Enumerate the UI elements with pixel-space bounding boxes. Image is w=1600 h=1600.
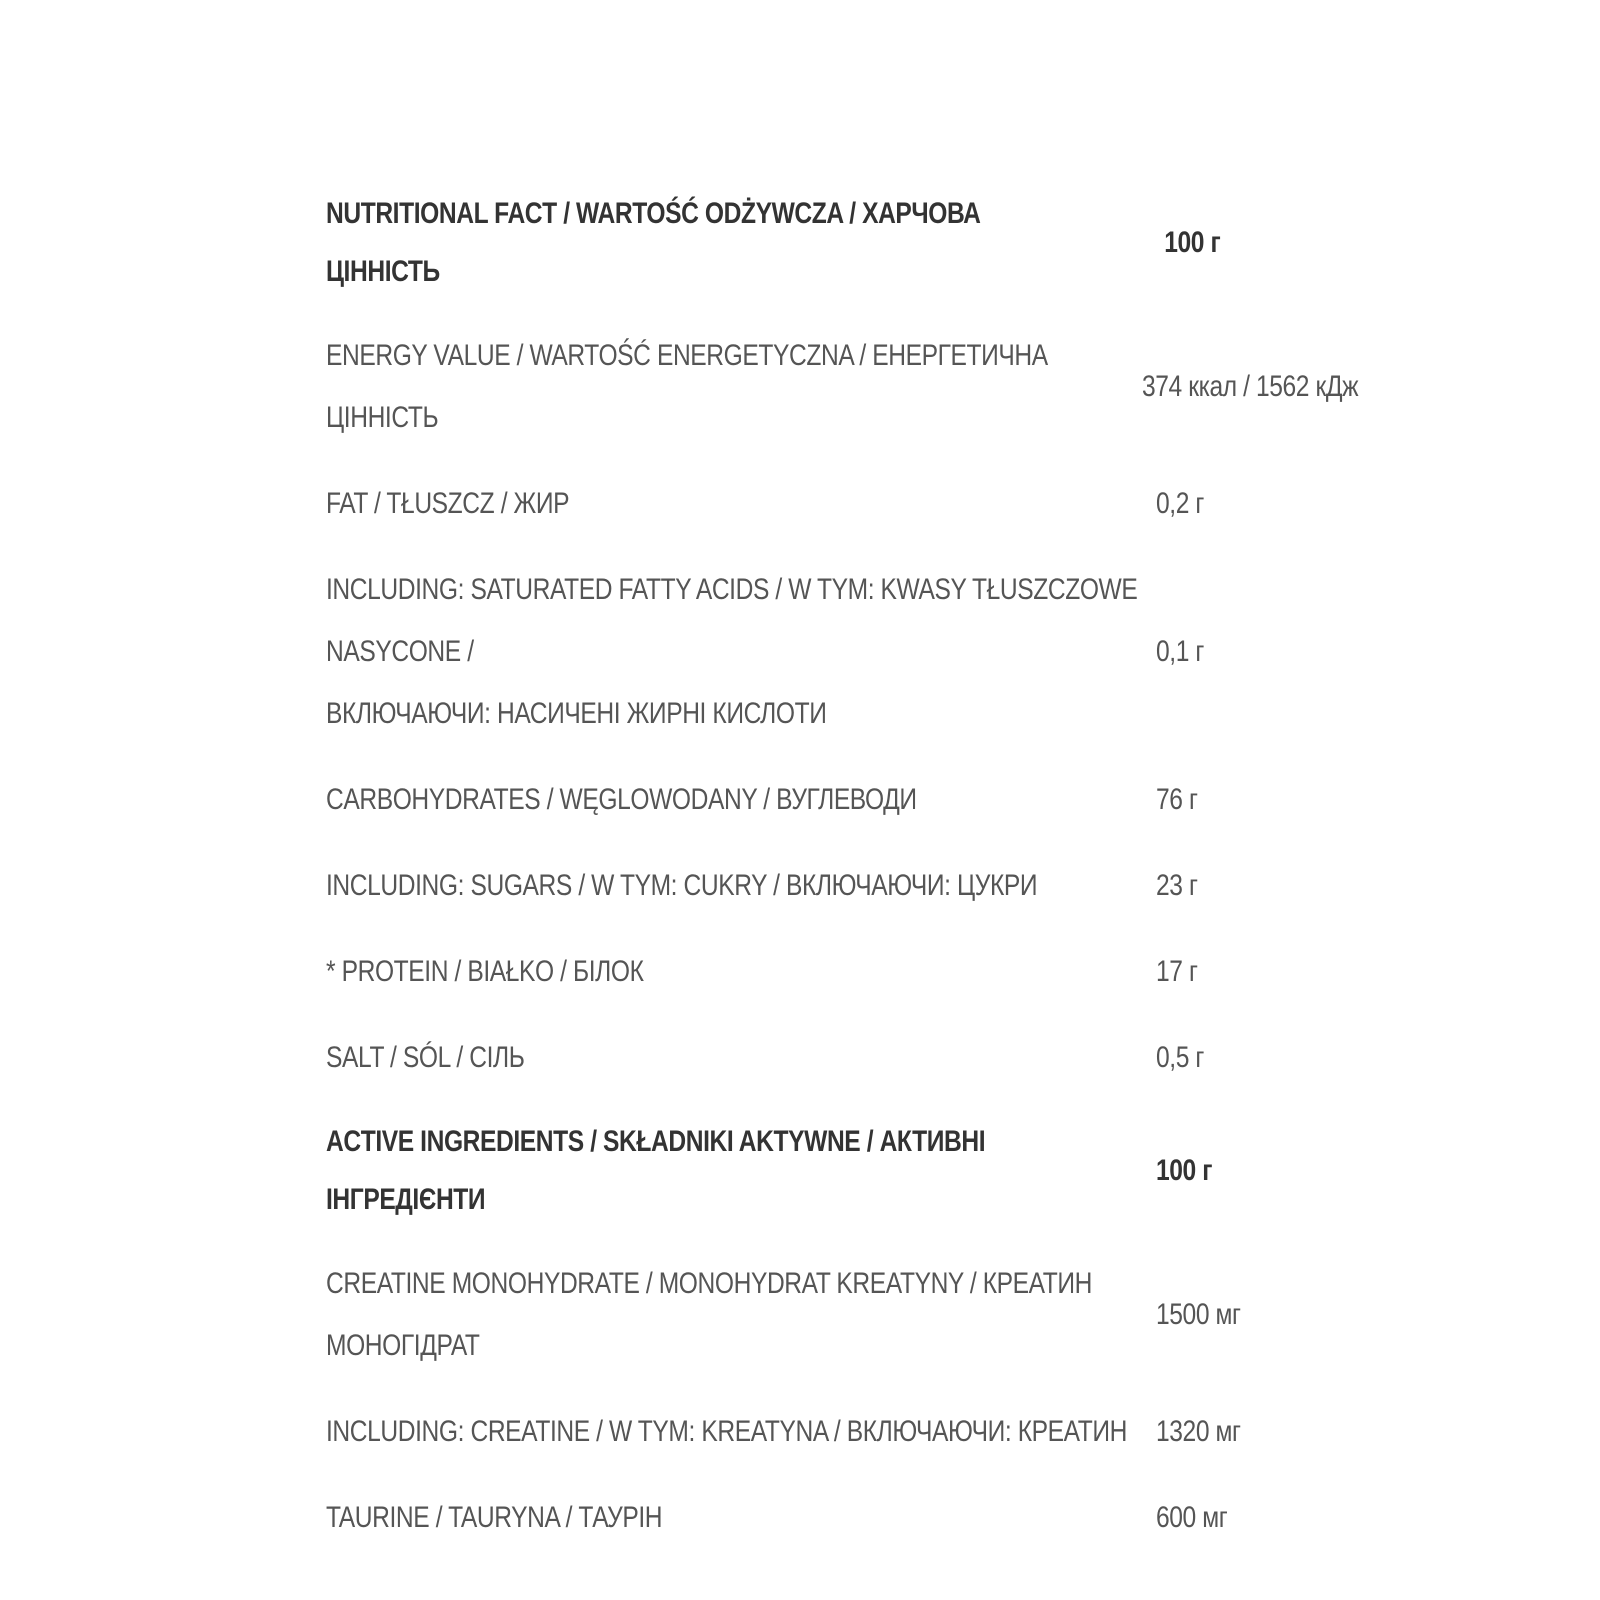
row-value: 23 г	[1156, 869, 1198, 902]
row-label: TAURINE / TAURYNA / ТАУРІН	[326, 1501, 663, 1534]
row-value: 374 ккал / 1562 кДж	[1142, 370, 1359, 403]
row-label: * PROTEIN / BIAŁKO / БІЛОК	[326, 955, 644, 988]
row-value: 1500 мг	[1156, 1298, 1241, 1331]
active-ingredients-header-row	[326, 1113, 1406, 1229]
nutrition-header-value: 100 г	[1164, 226, 1221, 259]
table-row-sugars	[326, 855, 1406, 917]
row-label: INCLUDING: SUGARS / W TYM: CUKRY / ВКЛЮЧАЮЧИ: ЦУКРИ	[326, 869, 1038, 902]
nutrition-header-label: NUTRITIONAL FACT / WARTOŚĆ ODŻYWCZA / ХАРЧОВА ЦІННІСТЬ	[326, 197, 981, 288]
nutrition-header-row	[326, 185, 1406, 301]
row-value: 76 г	[1156, 783, 1198, 816]
active-ingredients-header-value: 100 г	[1156, 1154, 1213, 1187]
row-value: 1320 мг	[1156, 1415, 1241, 1448]
active-ingredients-header-label: ACTIVE INGREDIENTS / SKŁADNIKI AKTYWNE / АКТИВНІ ІНГРЕДІЄНТИ	[326, 1125, 986, 1216]
table-row-taurine	[326, 1487, 1406, 1549]
row-value: 0,1 г	[1156, 635, 1204, 668]
row-label: SALT / SÓL / СІЛЬ	[326, 1041, 525, 1074]
row-label: CARBOHYDRATES / WĘGLOWODANY / ВУГЛЕВОДИ	[326, 783, 917, 816]
table-row-fat	[326, 473, 1406, 535]
table-row-creatine	[326, 1401, 1406, 1463]
row-label: INCLUDING: CREATINE / W TYM: KREATYNA / ВКЛЮЧАЮЧИ: КРЕАТИН	[326, 1415, 1127, 1448]
table-row-carbohydrates	[326, 769, 1406, 831]
row-value: 600 мг	[1156, 1501, 1228, 1534]
table-row-saturated-fat	[326, 559, 1406, 745]
row-value: 0,2 г	[1156, 487, 1204, 520]
row-value: 17 г	[1156, 955, 1198, 988]
row-label: ENERGY VALUE / WARTOŚĆ ENERGETYCZNA / ЕНЕРГЕТИЧНА ЦІННІСТЬ	[326, 339, 1048, 434]
row-label: FAT / TŁUSZCZ / ЖИР	[326, 487, 570, 520]
table-row-salt	[326, 1027, 1406, 1089]
row-value: 0,5 г	[1156, 1041, 1204, 1074]
row-label: CREATINE MONOHYDRATE / MONOHYDRAT KREATYNY / КРЕАТИН МОНОГІДРАТ	[326, 1267, 1092, 1362]
row-label: INCLUDING: SATURATED FATTY ACIDS / W TYM: KWASY TŁUSZCZOWE NASYCONE / ВКЛЮЧАЮЧИ: НАСИЧЕНІ ЖИРНІ КИСЛОТИ	[326, 573, 1138, 730]
table-row-protein	[326, 941, 1406, 1003]
nutrition-table	[326, 185, 1406, 1573]
table-row-creatine-monohydrate	[326, 1253, 1406, 1377]
table-row-energy	[326, 325, 1406, 449]
